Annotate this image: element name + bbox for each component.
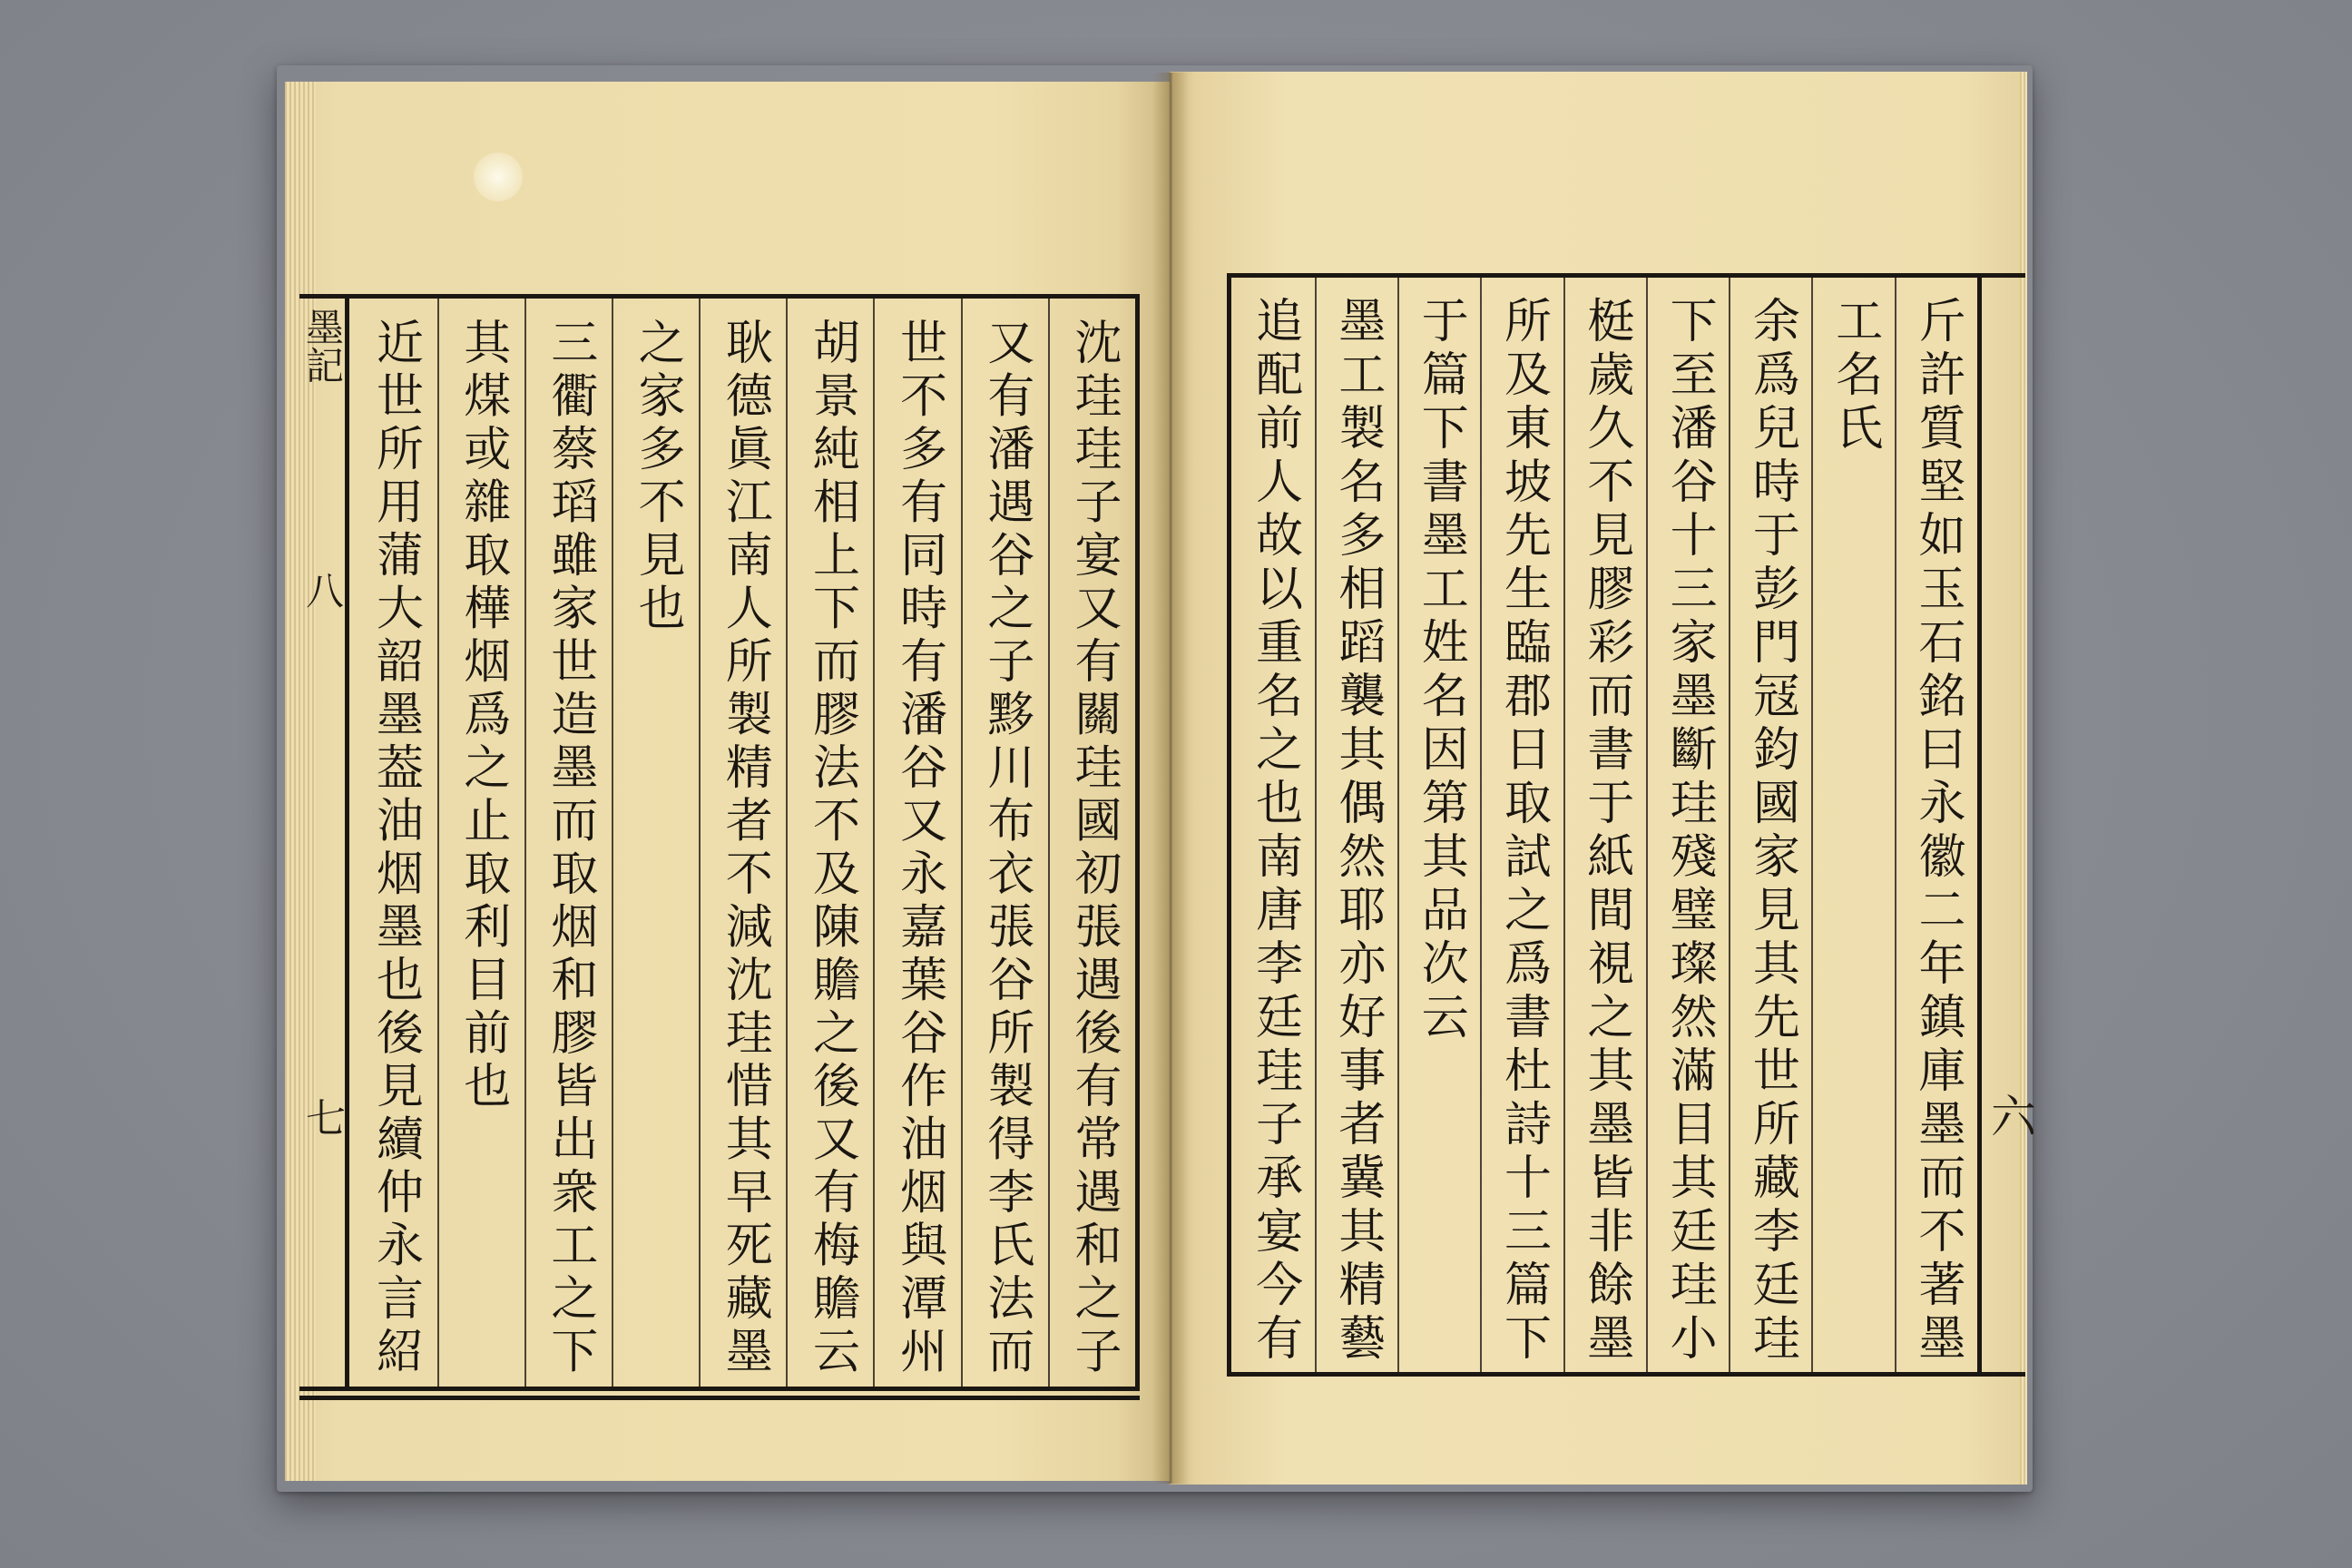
- right-page-text-frame: [1227, 273, 1982, 1377]
- left-page-margin-volume: 八: [300, 571, 345, 609]
- left-page-column-5: 耿德眞江南人所製精者不減沈珪惜其早死藏墨: [699, 299, 786, 1387]
- left-page-column-2: 又有潘遇谷之子黟川布衣張谷所製得李氏法而: [961, 299, 1048, 1387]
- right-page-leaf-number: 六: [1984, 1093, 2036, 1138]
- right-page-column-2: 工名氏: [1811, 278, 1894, 1372]
- right-page-column-1: 斤許質堅如玉石銘曰永徽二年鎮庫墨而不著墨: [1895, 278, 1977, 1372]
- left-page-column-7: 三衢蔡瑫雖家世造墨而取烟和膠皆出衆工之下: [524, 299, 612, 1387]
- left-page-text-frame: [345, 294, 1140, 1391]
- left-page-column-9: 近世所用蒲大韶墨葢油烟墨也後見續仲永言紹: [368, 318, 423, 1379]
- right-page-column-8: 墨工製名多相蹈襲其偶然耶亦好事者冀其精藝: [1315, 278, 1397, 1372]
- right-page-center-margin: [1982, 273, 2036, 1377]
- right-page-column-5: 梃歲久不見膠彩而書于紙間視之其墨皆非餘墨: [1563, 278, 1646, 1372]
- left-page-column-6: 之家多不見也: [612, 299, 699, 1387]
- left-page-center-margin: [299, 294, 345, 1391]
- left-page-column-8: 其煤或雜取樺烟爲之止取利目前也: [437, 299, 524, 1387]
- right-page-column-6: 所及東坡先生臨郡日取試之爲書杜詩十三篇下: [1480, 278, 1563, 1372]
- left-page-bottom-rule: [299, 1396, 1140, 1400]
- right-page-column-4: 下至潘谷十三家墨斷珪殘璧璨然滿目其廷珪小: [1646, 278, 1729, 1372]
- left-page-column-4: 胡景純相上下而膠法不及陳贍之後又有梅贍云: [786, 299, 873, 1387]
- left-page-margin-title: 墨記: [300, 308, 345, 384]
- left-page-leaf-number: 七: [299, 1097, 345, 1137]
- paper-spot: [474, 152, 523, 201]
- left-page-column-3: 世不多有同時有潘谷又永嘉葉谷作油烟與潭州: [873, 299, 960, 1387]
- book-gutter: [1152, 73, 1189, 1484]
- left-page-column-1: 沈珪珪子宴又有關珪國初張遇後有常遇和之子: [1048, 299, 1135, 1387]
- right-page-column-9: 追配前人故以重名之也南唐李廷珪子承宴今有: [1247, 296, 1302, 1367]
- right-page-column-7: 于篇下書墨工姓名因第其品次云: [1397, 278, 1480, 1372]
- right-page-column-3: 余爲兒時于彭門冦鈞國家見其先世所藏李廷珪: [1729, 278, 1811, 1372]
